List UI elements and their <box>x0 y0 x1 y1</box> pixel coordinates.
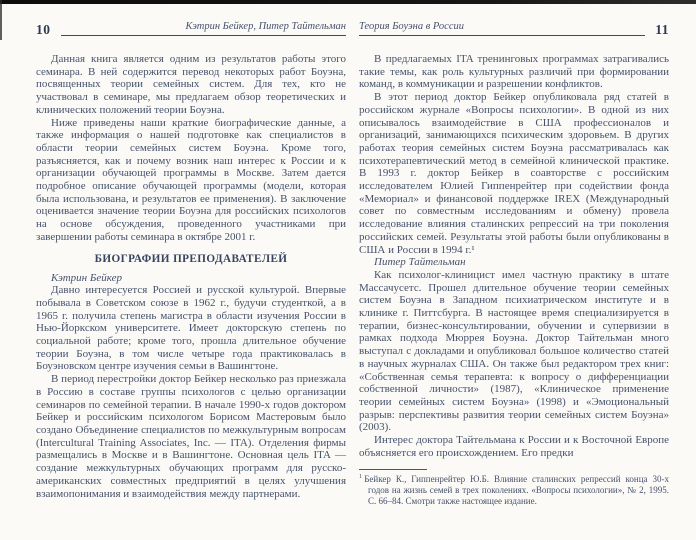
bio-paragraph: В период перестройки доктор Бейкер несколько раз приезжала в Россию в составе группы психологов с целью организации семинаров по семейной терапии. В начале 1990-х годов доктором Бейкер и российским психологом Борисом Мастеровым было создано Объединение специалистов по межкультурным вопросам (Intercultural Training Associates, Inc. — ITA). Отделения фирмы размещались в Москве и в Вашингтоне. Основная цель ITA — создание межкультурных обучающих программ для русско-американских совместных предприятий в целях улучшения взаимопонимания и взаимодействия между партнерами. <box>36 373 346 500</box>
footnote-block <box>359 469 669 508</box>
intro-paragraph: В предлагаемых ITA тренинговых программах затрагивались такие темы, как роль культурных различий при формировании команд, в коммуникации и разрешении конфликтов. <box>359 53 669 91</box>
left-page-number: 10 <box>36 21 51 37</box>
bio-paragraph: Интерес доктора Тайтельмана к России и к Восточной Европе объясняется его происхождением. Его предки <box>359 434 669 459</box>
right-running-head: Теория Боуэна в России <box>359 21 464 32</box>
footnote <box>359 474 669 508</box>
left-page-header <box>36 21 346 36</box>
scan-left-edge <box>0 0 2 40</box>
bio-paragraph: Как психолог-клиницист имел частную практику в штате Массачусетс. Прошел длительное обучение теории семейных систем Боуэна в Западном психиатрическом институте и в клинике г. Питтсбурга. В настоящее время специализируется в терапии, бизнес-консультировании, обучении и супервизии в рамках подхода Мюррея Боуэна. Доктор Тайтельман много выступал с докладами и опубликовал большое количество статей в научных журналах США. Он также был редактором трех книг: «Собственная семья терапевта: к вопросу о дифференциации собственной личности» (1987), «Клиническое применение теории семейных систем Боуэна» (1998) и «Эмоциональный разрыв: перспективы развития теории семейных систем Боуэна» (2003). <box>359 268 669 434</box>
right-page <box>359 21 669 507</box>
intro-paragraph: В этот период доктор Бейкер опубликовала ряд статей в российском журнале «Вопросы психологии». В одной из них описывалось взаимодействие в США профессионалов и организаций, занимающихся психическим здоровьем. В других работах теория семейных систем Боуэна рассматривалась как психотерапевтический метод в семейной клинической практике. В 1993 г. доктор Бейкер в соавторстве с российским исследователем Юлией Гиппенрейтер при содействии фонда «Мемориал» и финансовой поддержке IREX (Международный совет по совместным исследованиям и обмену) провела исследование влияния сталинских репрессий на три поколения российских семей. Результаты этой работы были опубликованы в США и России в 1994 г.¹ <box>359 91 669 256</box>
intro-paragraph: Ниже приведены наши краткие биографические данные, а также информация о нашей подготовке как специалистов в области теории семейных систем Боуэна. Кроме того, разъясняется, как и почему возник наш интерес к России и к организации обучающей программы в Москве. Затем дается подробное описание обучающей программы (модели, которая была использована, и результатов ее применения). В заключение оценивается значение теории Боуэна для российских психологов на основе обсуждения, проведенного участниками при завершении работы семинара в октябре 2001 г. <box>36 116 346 243</box>
left-running-head: Кэтрин Бейкер, Питер Тайтельман <box>185 21 346 32</box>
section-heading: БИОГРАФИИ ПРЕПОДАВАТЕЛЕЙ <box>94 252 288 265</box>
left-page <box>36 21 346 500</box>
right-header-rule <box>359 22 645 36</box>
footnote-marker: 1 <box>359 472 363 480</box>
left-header-rule <box>61 22 347 36</box>
intro-paragraph: Данная книга является одним из результатов работы этого семинара. В ней содержится перевод некоторых работ Боуэна, посвященных теории семейных систем. Для тех, кто не участвовал в семинаре, мы предлагаем обзор теоретических и клинических положений теории Боуэна. <box>36 53 346 116</box>
right-page-number: 11 <box>655 21 669 37</box>
subsection-heading-baker: Кэтрин Бейкер <box>51 271 123 284</box>
bio-paragraph: Давно интересуется Россией и русской культурой. Впервые побывала в Советском союзе в 1962 г., будучи студенткой, а в 1965 г. получила степень магистра в области изучения России в Нью-Йоркском университете. Имеет докторскую степень по социальной работе; кроме того, прошла длительное обучение теории Боуэна, в том числе четыре года практиковалась в Боуэновском центре изучения семьи в Вашингтоне. <box>36 284 346 373</box>
footnote-text: Бейкер К., Гиппенрейтер Ю.Б. Влияние сталинских репрессий конца 30-х годов на жизнь семей в трех поколениях. «Вопросы психологии», № 2, 1995. С. 66–84. Смотри также настоящее издание. <box>364 473 669 506</box>
scan-top-edge <box>0 0 696 4</box>
footnote-rule <box>359 469 427 470</box>
subsection-heading-titelman: Питер Тайтельман <box>374 256 466 269</box>
right-page-header <box>359 21 669 36</box>
